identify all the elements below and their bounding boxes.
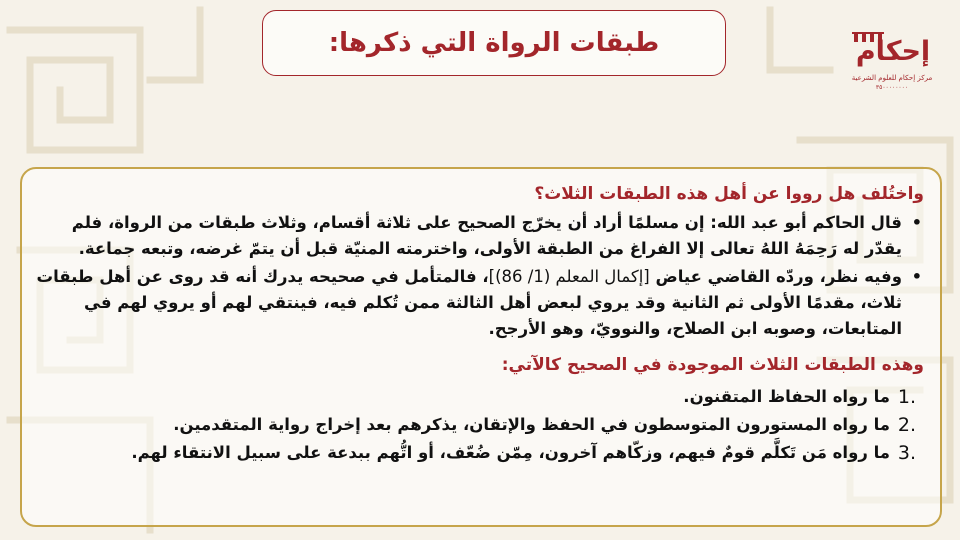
logo-subtitle: مركز إحكام للعلوم الشرعية — [851, 74, 933, 82]
bullet-item-iyad — [36, 264, 924, 342]
bullet-list — [36, 210, 924, 342]
bullet-text-a: وفيه نظر، وردّه القاضي عياض — [649, 267, 902, 286]
title-box — [262, 10, 726, 76]
item-number: 1. — [897, 386, 917, 408]
list-item — [36, 439, 924, 467]
section-heading-tiers: وهذه الطبقات الثلاث الموجودة في الصحيح كالآتي: — [501, 355, 924, 375]
logo-number: ٣٥٠٠٠٠٠٠٠٠ — [875, 84, 909, 91]
content-box — [20, 167, 942, 527]
tiers-list — [36, 383, 924, 467]
item-number: 3. — [897, 442, 917, 464]
item-text: ما رواه المستورون المتوسطون في الحفظ والإتقان، يذكرهم بعد إخراج رواية المتقدمين. — [173, 415, 890, 434]
bullet-text: قال الحاكم أبو عبد الله: إن مسلمًا أراد أن يخرّج الصحيح على ثلاثة أقسام، وثلاث طبقات من الرواة، فلم يقدّر له رَحِمَهُ اللهُ تعالى إلا الفراغ من الطبقة الأولى، واخترمته المنيّة قبل أن يتمّ غرضه، وتبعه جماعة. — [71, 213, 902, 258]
item-text: ما رواه الحفاظ المتقنون. — [683, 387, 890, 406]
page-title: طبقات الرواة التي ذكرها: — [328, 28, 660, 58]
item-number: 2. — [897, 414, 917, 436]
bullet-text-b: ، فالمتأمل في صحيحه يدرك أنه قد روى عن أهل طبقات ثلاث، مقدمًا الأولى ثم الثانية وقد يروي لبعض أهل الثالثة ممن تُكلم فيه، فينتقي لهم أو يروي لهم في المتابعات، وصوبه ابن الصلاح، والنوويّ، وهو الأرجح. — [36, 267, 902, 338]
list-item — [36, 411, 924, 439]
center-logo — [848, 26, 936, 96]
list-item — [36, 383, 924, 411]
source-citation: [إكمال المعلم (1/ 86)] — [488, 267, 650, 286]
section-heading-question: واختُلف هل رووا عن أهل هذه الطبقات الثلاث؟ — [534, 184, 924, 204]
bullet-item-hakim — [36, 210, 924, 262]
item-text: ما رواه مَن تَكلَّم قومٌ فيهم، وزكّاهم آخرون، مِمّن ضُعّف، أو اتُّهم ببدعة على سبيل الانتقاء لهم. — [131, 443, 890, 462]
logo-name: إحكام — [855, 36, 931, 67]
